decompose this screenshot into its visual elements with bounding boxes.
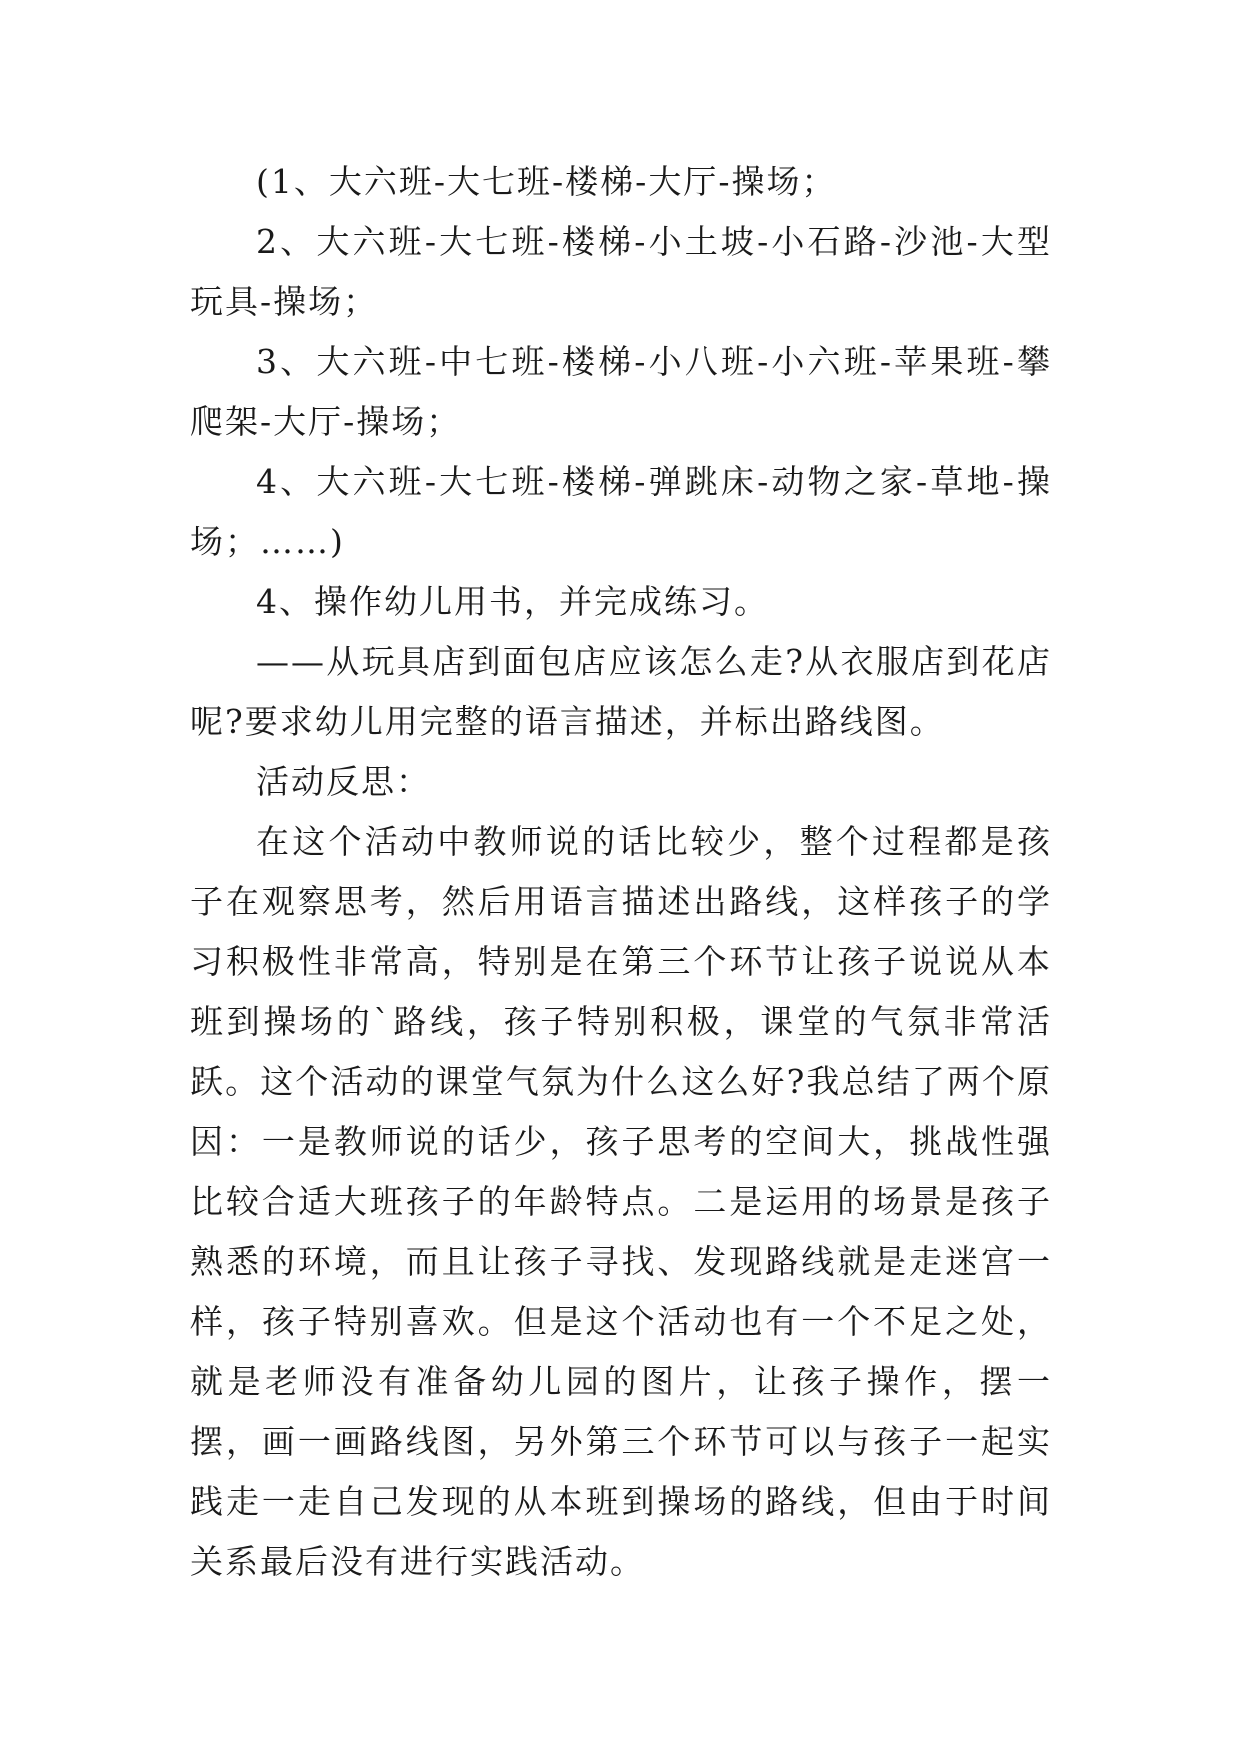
route-option-1: (1、大六班-大七班-楼梯-大厅-操场； bbox=[256, 162, 837, 201]
route-option-3: 3、大六班-中七班-楼梯-小八班-小六班-苹果班-攀爬架-大厅-操场； bbox=[190, 342, 1052, 441]
route-option-2: 2、大六班-大七班-楼梯-小土坡-小石路-沙池-大型玩具-操场； bbox=[190, 222, 1052, 321]
activity-step-4: 4、操作幼儿用书，并完成练习。 bbox=[256, 582, 769, 621]
document-body bbox=[190, 152, 1052, 1592]
activity-question: ——从玩具店到面包店应该怎么走?从衣服店到花店呢?要求幼儿用完整的语言描述，并标出路线图。 bbox=[190, 642, 1052, 741]
route-option-4: 4、大六班-大七班-楼梯-弹跳床-动物之家-草地-操场；……) bbox=[190, 462, 1052, 561]
reflection-heading: 活动反思： bbox=[256, 762, 431, 801]
reflection-body: 在这个活动中教师说的话比较少，整个过程都是孩子在观察思考，然后用语言描述出路线，这样孩子的学习积极性非常高，特别是在第三个环节让孩子说说从本班到操场的`路线，孩子特别积极，课堂的气氛非常活跃。这个活动的课堂气氛为什么这么好?我总结了两个原因：一是教师说的话少，孩子思考的空间大，挑战性强比较合适大班孩子的年龄特点。二是运用的场景是孩子熟悉的环境，而且让孩子寻找、发现路线就是走迷宫一样，孩子特别喜欢。但是这个活动也有一个不足之处，就是老师没有准备幼儿园的图片，让孩子操作，摆一摆，画一画路线图，另外第三个环节可以与孩子一起实践走一走自己发现的从本班到操场的路线，但由于时间关系最后没有进行实践活动。 bbox=[190, 822, 1052, 1581]
